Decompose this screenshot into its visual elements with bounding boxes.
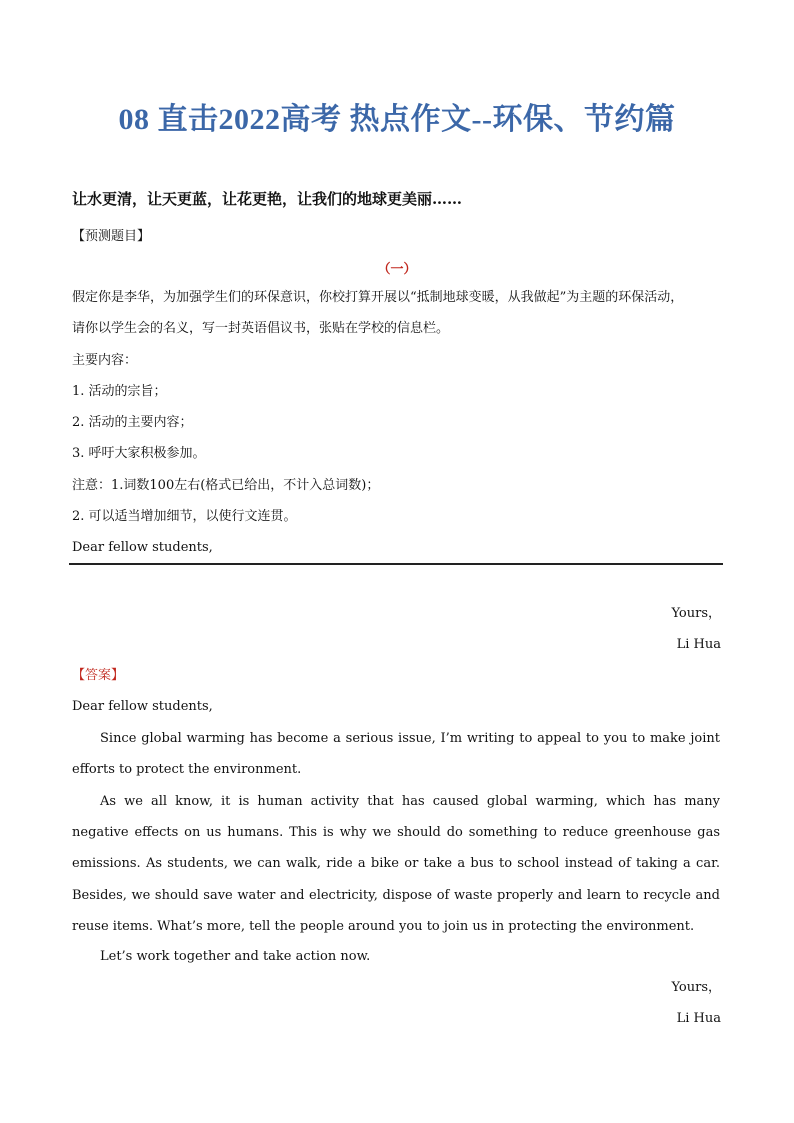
task-line: 3. 呼吁大家积极参加。 — [72, 446, 206, 461]
task-line: 2. 活动的主要内容； — [72, 415, 193, 430]
answer-paragraph: As we all know, it is human activity that has caused global warming, which has many negative effects on us humans. This is why we should do something to reduce greenhouse gas emissions. As students, we can walk, ride a bike or take a bus to school instead of taking a car. Besides, we should save water and electricity, dispose of waste properly and learn to recycle and reuse items. What’s more, tell the people around you to join us in protecting the environment. — [72, 794, 720, 934]
template-salutation: Dear fellow students, — [72, 540, 213, 555]
task-line: 2. 可以适当增加细节，以使行文连贯。 — [72, 509, 297, 524]
answer-signature: Li Hua — [676, 1011, 721, 1026]
answer-paragraph: Since global warming has become a serious issue, I’m writing to appeal to you to make joint efforts to protect the environment. — [72, 731, 720, 778]
answer-closing: Yours， — [671, 980, 721, 995]
task-line: 注意：1.词数100左右(格式已给出，不计入总词数)； — [72, 478, 380, 493]
section-number: （一） — [377, 262, 417, 277]
answer-paragraph: Let’s work together and take action now. — [100, 949, 371, 964]
task-line: 主要内容： — [72, 353, 138, 368]
document-title: 08 直击2022高考 热点作文--环保、节约篇 — [118, 103, 676, 136]
template-closing: Yours， — [671, 606, 721, 621]
answer-label: 【答案】 — [72, 668, 125, 683]
writing-line-divider — [69, 563, 723, 565]
template-signature: Li Hua — [676, 637, 721, 652]
task-line: 假定你是李华，为加强学生们的环保意识，你校打算开展以“抵制地球变暖，从我做起”为主题的环保活动， — [72, 290, 684, 305]
task-line: 请你以学生会的名义，写一封英语倡议书，张贴在学校的信息栏。 — [72, 321, 450, 336]
prediction-label: 【预测题目】 — [72, 229, 151, 244]
answer-salutation: Dear fellow students, — [72, 699, 213, 714]
task-line: 1. 活动的宗旨； — [72, 384, 167, 399]
document-subtitle: 让水更清，让天更蓝，让花更艳，让我们的地球更美丽…… — [72, 190, 463, 208]
